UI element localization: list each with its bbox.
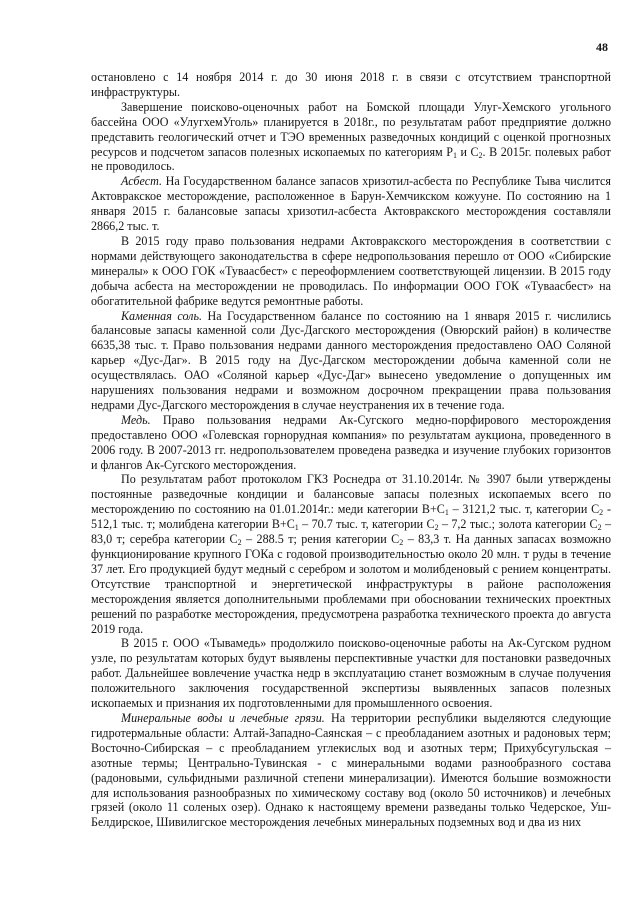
subscript: 2: [478, 150, 483, 160]
text-run: На территории республики выделяются следующие гидротермальные области: Алтай-Западно-Саянская – с преобладанием азотных и радоновых терм; Восточно-Сибирская – с преобладанием углекислых вод и азотных терм; Прихубсугульская – азотные термы; Центрально-Тувинская - с минеральными водами разнообразного состава (радоновыми, сульфидными различной степени минерализации). Имеются большие возможности для использования разнообразных по химическому составу вод (около 50 источников) и лечебных грязей (около 11 соленых озер). Однако к настоящему времени разведаны только Чедерское, Уш-Белдирское, Шивилигское месторождения лечебных минеральных подземных вод и два из них: [91, 710, 611, 830]
paragraph-asbestos: [91, 174, 611, 234]
text-run: Право пользования недрами Ак-Сугского медно-порфирового месторождения предоставлено ООО «Голевская горнорудная компания» по результатам аукциона, проведенного в 2006 году. В 2007-2013 гг. недропользователем проведена разведка и изучение глубоких горизонтов и флангов Ак-Сугского месторождения.: [91, 412, 611, 472]
text-run: По результатам работ протоколом ГКЗ Роснедра от 31.10.2014г. № 3907 были утверждены постоянные разведочные кондиции и балансовые запасы полезных ископаемых всего по месторождению по состоянию на 01.01.2014г.: меди категории В+С: [91, 472, 611, 517]
subscript: 2: [434, 523, 439, 533]
paragraph-copper: [91, 413, 611, 473]
paragraph-transport-continuation: остановлено с 14 ноября 2014 г. до 30 июня 2018 г. в связи с отсутствием транспортной инфраструктуры.: [91, 70, 611, 99]
text-run: – 7,2 тыс.; золота категории С: [438, 517, 598, 532]
subscript: 2: [399, 538, 404, 548]
paragraph-asbestos-license: В 2015 году право пользования недрами Актовракского месторождения в соответствии с нормами действующего законодательства в сфере недропользования перешло от ООО «Сибирские минералы» к ООО ГОК «Туваасбест» с переоформлением соответствующей лицензии. В 2015 году добыча асбеста на месторождении не проводилась. По информации ООО ГОК «Туваасбест» на обогатительной фабрике ведутся ремонтные работы.: [91, 233, 611, 308]
text-run: и С: [456, 144, 479, 159]
paragraph-tyvamed: В 2015 г. ООО «Тывамедь» продолжило поисково-оценочные работы на Ак-Сугском рудном узле, по результатам которых будут выявлены перспективные участки для постановки разведочных работ. Дальнейшее вовлечение участка недр в эксплуатацию станет возможным в случае получения положительного заключения государственной экспертизы выявленных запасов полезных ископаемых и признания их подготовленными для промышленного освоения.: [91, 636, 611, 711]
subscript: 1: [452, 150, 457, 160]
subscript: 1: [444, 508, 449, 518]
text-run: – 83,0 т; серебра категории С: [91, 517, 611, 547]
subscript: 1: [294, 523, 299, 533]
paragraph-gkz-reserves: [91, 472, 611, 636]
text-run: – 3121,2 тыс. т, категории С: [448, 502, 600, 517]
text-run: На Государственном балансе запасов хризотил-асбеста по Республике Тыва числится Актовракское месторождение, расположенное в Барун-Хемчикском кожууне. По состоянию на 1 января 2015 г. балансовые запасы хризотил-асбеста Актовракского месторождения составляли 2866,2 тыс. т.: [91, 174, 611, 234]
subscript: 2: [237, 538, 242, 548]
text-run: . В 2015г. полевых работ не проводилось.: [91, 144, 611, 174]
section-term-copper: Медь.: [121, 412, 151, 427]
section-term-asbestos: Асбест.: [121, 174, 162, 189]
paragraph-mineral-waters: [91, 711, 611, 830]
page-number: 48: [596, 40, 608, 54]
text-run: - 512,1 тыс. т; молибдена категории В+С: [91, 502, 611, 532]
paragraph-coal-exploration: [91, 100, 611, 175]
body-text: [91, 70, 611, 830]
text-run: Завершение поисково-оценочных работ на Бомской площади Улуг-Хемского угольного бассейна ООО «УлугхемУголь» планируется в 2018г., по результатам работ предприятие должно представить геологический отчет и ТЭО временных разведочных кондиций с оценкой прогнозных ресурсов и подсчетом запасов полезных ископаемых по категориям Р: [91, 99, 611, 159]
subscript: 2: [599, 508, 604, 518]
paragraph-rock-salt: [91, 309, 611, 413]
text-run: – 288.5 т; рения категории С: [241, 532, 400, 547]
subscript: 2: [597, 523, 602, 533]
section-term-rock-salt: Каменная соль.: [121, 308, 202, 323]
text-run: На Государственном балансе по состоянию на 1 января 2015 г. числились балансовые запасы каменной соли Дус-Дагского месторождения (Овюрский район) в количестве 6635,38 тыс. т. Право пользования недрами данного месторождения предоставлено ОАО Соляной карьер «Дус-Даг». В 2015 году на Дус-Дагском месторождении добыча каменной соли не осуществлялась. ОАО «Соляной карьер «Дус-Даг» вынесено уведомление о допущенных им нарушениях пользования недрами и возможном досрочном прекращении права пользования недрами Дус-Дагского месторождения в случае неустранения их в течение года.: [91, 308, 611, 412]
text-run: – 70.7 тыс. т, категории С: [298, 517, 435, 532]
text-run: – 83,3 т. На данных запасах возможно функционирование крупного ГОКа с годовой производительностью около 20 млн. т руды в течение 37 лет. Его продукцией будут медный с серебром и золотом и молибденовый с рением концентраты. Отсутствие транспортной и энергетической инфраструктуры в районе расположения месторождения является дополнительными проблемами при обосновании технических проектных решений по разработке месторождения, предусмотрена разработка технического проекта до августа 2019 года.: [91, 532, 611, 636]
section-term-mineral-waters: Минеральные воды и лечебные грязи.: [121, 710, 325, 725]
